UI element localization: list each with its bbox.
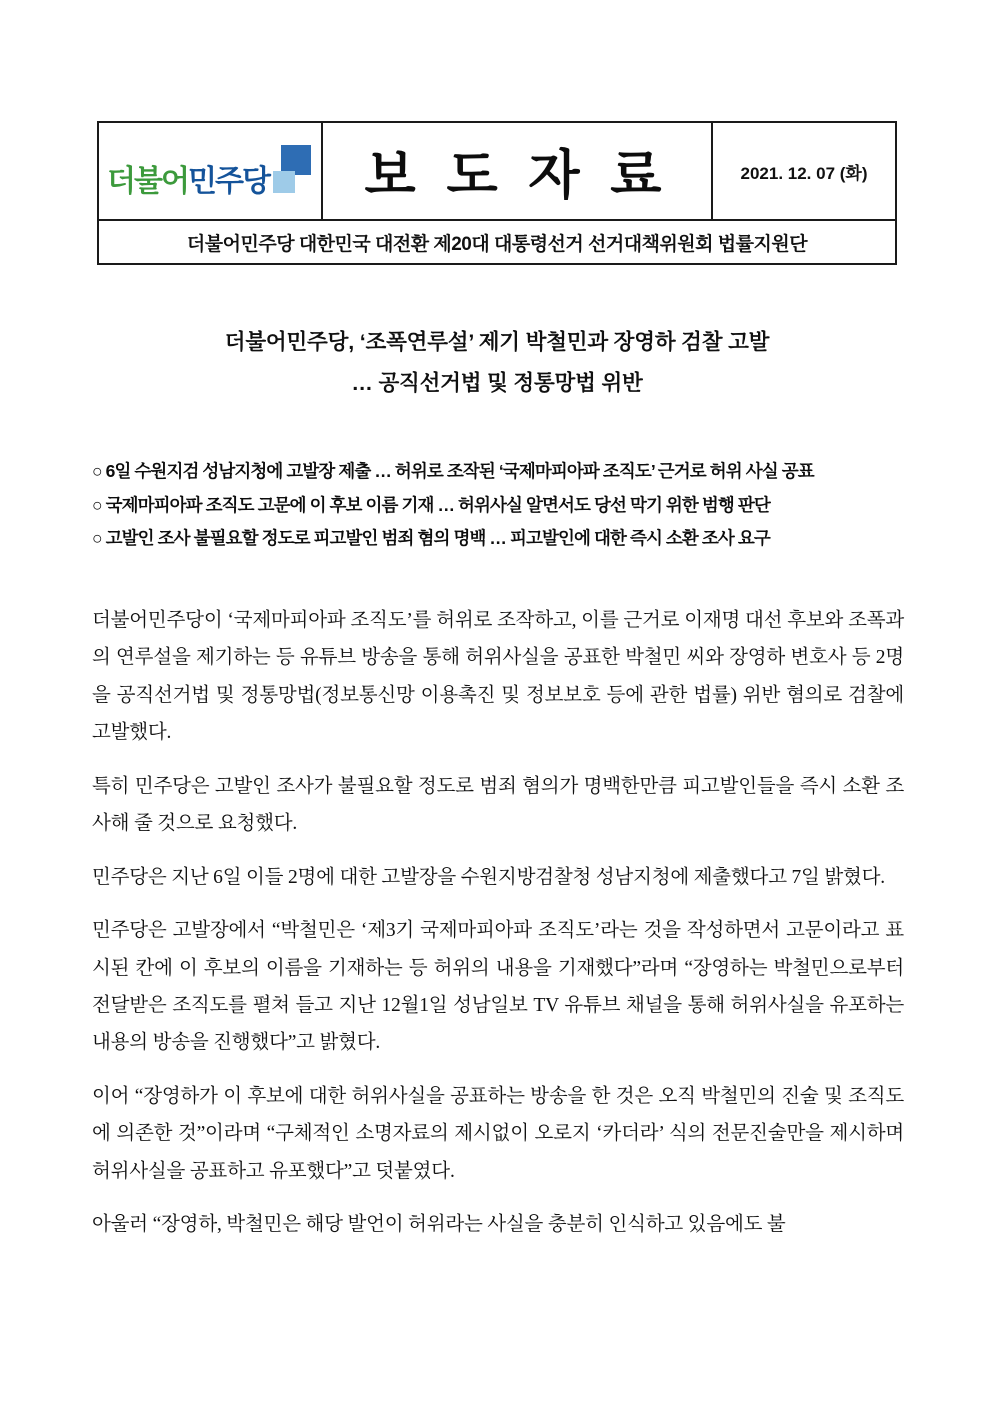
democratic-party-square-mark-icon xyxy=(273,145,313,197)
body-content xyxy=(92,602,904,1244)
party-logo-text-part1: 더불어 xyxy=(107,165,188,198)
body-paragraph-6: 아울러 “장영하, 박철민은 해당 발언이 허위라는 사실을 충분히 인식하고 있음에도 불 xyxy=(92,1214,786,1236)
party-logo-text-part2: 민주당 xyxy=(188,165,269,198)
body-paragraph-3: 민주당은 지난 6일 이들 2명에 대한 고발장을 수원지방검찰청 성남지청에 제출했다고 7일 밝혔다. xyxy=(92,866,885,888)
headline-line-1: 더불어민주당, ‘조폭연루설’ 제기 박철민과 장영하 검찰 고발 xyxy=(224,330,770,354)
headline xyxy=(97,322,897,404)
summary-bullet-3: ○ 고발인 조사 불필요할 정도로 피고발인 범죄 혐의 명백 … 피고발인에 대한 즉시 소환 조사 요구 xyxy=(92,528,770,549)
summary-bullet-1: ○ 6일 수원지검 성남지청에 고발장 제출 … 허위로 조작된 ‘국제마피아파 조직도’ 근거로 허위 사실 공표 xyxy=(92,461,814,481)
document-date: 2021. 12. 07 (화) xyxy=(740,163,868,183)
document-title-cell xyxy=(323,123,713,219)
document-date-cell xyxy=(713,123,895,219)
document-header xyxy=(97,121,897,265)
logo-square-light xyxy=(273,171,295,193)
issuing-organization: 더불어민주당 대한민국 대전환 제20대 대통령선거 선거대책위원회 법률지원단 xyxy=(186,233,808,255)
body-paragraph-1: 더불어민주당이 ‘국제마피아파 조직도’를 허위로 조작하고, 이를 근거로 이재명 대선 후보와 조폭과의 연루설을 제기하는 등 유튜브 방송을 통해 허위사실을 공표한 박철민 씨와 장영하 변호사 등 2명을 공직선거법 및 정통망법(정보통신망 이용촉진 및 정보보호 등에 관한 법률) 위반 혐의로 검찰에 고발했다. xyxy=(92,610,904,744)
header-bottom-row xyxy=(99,219,895,263)
header-top-row xyxy=(99,123,895,219)
logo-inner xyxy=(107,145,313,197)
headline-line-2: … 공직선거법 및 정통망법 위반 xyxy=(351,370,643,395)
party-logo xyxy=(99,123,323,219)
page-title: 보 도 자 료 xyxy=(364,146,670,205)
body-paragraph-2: 특히 민주당은 고발인 조사가 불필요할 정도로 범죄 혐의가 명백한만큼 피고발인들을 즉시 소환 조사해 줄 것으로 요청했다. xyxy=(92,775,904,835)
party-logo-text xyxy=(107,167,269,197)
summary-bullets xyxy=(92,455,904,556)
body-paragraph-4: 민주당은 고발장에서 “박철민은 ‘제3기 국제마피아파 조직도’라는 것을 작성하면서 고문이라고 표시된 칸에 이 후보의 이름을 기재하는 등 허위의 내용을 기재했다”라며 “장영하는 박철민으로부터 전달받은 조직도를 펼쳐 들고 지난 12월1일 성남일보 TV 유튜브 채널을 통해 허위사실을 유포하는 내용의 방송을 진행했다”고 밝혔다. xyxy=(92,920,904,1054)
body-paragraph-5: 이어 “장영하가 이 후보에 대한 허위사실을 공표하는 방송을 한 것은 오직 박철민의 진술 및 조직도에 의존한 것”이라며 “구체적인 소명자료의 제시없이 오로지 ‘카더라’ 식의 전문진술만을 제시하며 허위사실을 공표하고 유포했다”고 덧붙였다. xyxy=(92,1085,904,1182)
summary-bullet-2: ○ 국제마피아파 조직도 고문에 이 후보 이름 기재 … 허위사실 알면서도 당선 막기 위한 범행 판단 xyxy=(92,494,770,515)
